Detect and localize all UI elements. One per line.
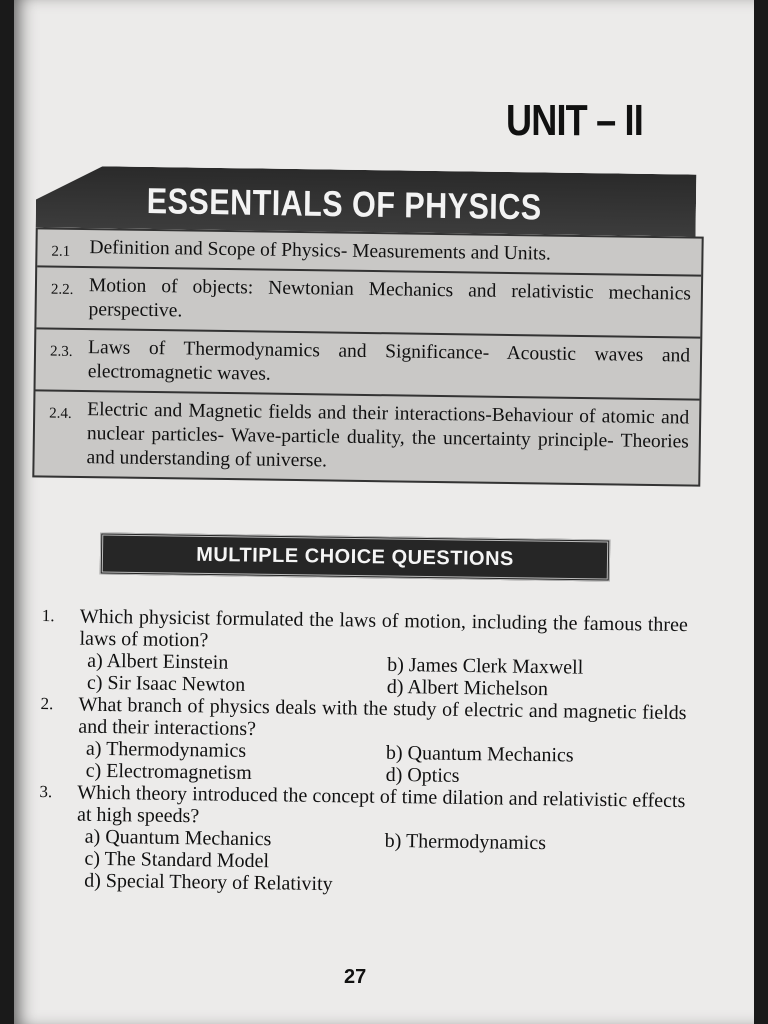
option: d) Special Theory of Relativity bbox=[84, 869, 333, 896]
syllabus-topics-table bbox=[32, 227, 703, 486]
topic-text: Definition and Scope of Physics- Measurements and Units. bbox=[89, 237, 552, 265]
question bbox=[36, 693, 687, 790]
topic-number: 2.2. bbox=[50, 281, 74, 298]
question-number: 3. bbox=[39, 782, 53, 802]
book-page bbox=[14, 0, 754, 1024]
option: b) James Clerk Maxwell bbox=[387, 653, 584, 679]
topic-text: Laws of Thermodynamics and Significance- Acoustic waves and electromagnetic waves. bbox=[87, 337, 691, 385]
page-number: 27 bbox=[344, 966, 367, 988]
option: b) Quantum Mechanics bbox=[385, 741, 574, 767]
option: b) Thermodynamics bbox=[384, 829, 547, 855]
topic-row bbox=[34, 391, 699, 484]
question-number: 2. bbox=[40, 694, 54, 714]
question-text: Which theory introduced the concept of time dilation and relativistic effects at high speeds? bbox=[76, 781, 686, 828]
option: d) Optics bbox=[385, 763, 460, 787]
topic-row bbox=[36, 267, 701, 338]
question-list bbox=[34, 605, 688, 900]
option: c) Sir Isaac Newton bbox=[86, 671, 246, 696]
topic-row bbox=[35, 329, 700, 400]
chapter-title: ESSENTIALS OF PHYSICS bbox=[146, 180, 542, 228]
topic-number: 2.1 bbox=[51, 243, 71, 260]
mcq-heading-box bbox=[100, 532, 611, 581]
answer-options bbox=[76, 826, 685, 900]
option: d) Albert Michelson bbox=[386, 675, 549, 701]
question bbox=[34, 781, 685, 900]
question-number: 1. bbox=[41, 606, 55, 626]
option: a) Albert Einstein bbox=[87, 649, 229, 674]
topic-text: Electric and Magnetic fields and their interactions-Behaviour of atomic and nuclear particles- Wave-particle duality, the uncertainty principle- Theories and understanding of universe. bbox=[86, 399, 690, 472]
topic-number: 2.4. bbox=[49, 405, 72, 422]
option: a) Quantum Mechanics bbox=[84, 825, 272, 851]
unit-title: UNIT – II bbox=[506, 96, 643, 145]
question-text: What branch of physics deals with the study of electric and magnetic fields and their interactions? bbox=[78, 693, 687, 741]
topic-text: Motion of objects: Newtonian Mechanics and relativistic mechanics perspective. bbox=[88, 275, 692, 322]
question-text: Which physicist formulated the laws of motion, including the famous three laws of motion? bbox=[79, 605, 688, 652]
mcq-heading: MULTIPLE CHOICE QUESTIONS bbox=[196, 543, 514, 571]
option: c) The Standard Model bbox=[84, 847, 270, 873]
option: a) Thermodynamics bbox=[85, 737, 247, 762]
question bbox=[37, 605, 688, 702]
topic-number: 2.3. bbox=[49, 343, 73, 360]
option: c) Electromagnetism bbox=[85, 759, 252, 784]
